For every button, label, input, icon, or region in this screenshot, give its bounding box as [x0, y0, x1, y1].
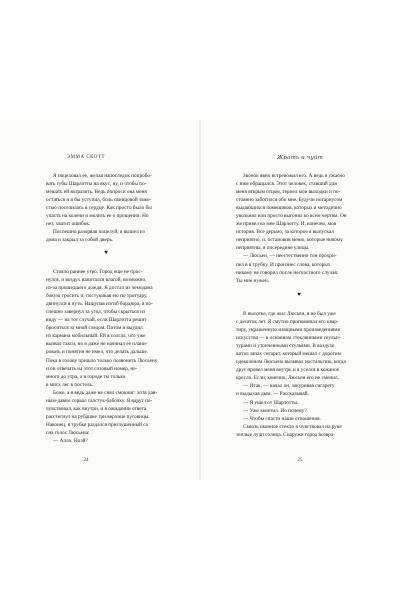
text-line: чувствовал, как внутри, и я ожидании ответа [46, 405, 147, 412]
text-line: расстегнул на рубашке три верхние пуговицы. [46, 413, 150, 420]
book-spread [0, 120, 400, 480]
text-line: ным-давно сорвал галстук-бабочку. Я вдруг по- [46, 397, 153, 404]
section-break-ornament [236, 290, 362, 300]
text-line: и он отвечать на этот сотовый номер, не- [46, 365, 138, 372]
text-line: меня вторым отцом, терпел мои выходки и по- [236, 189, 341, 196]
text-line: бокую тросить и, постукивая ею по тротуару, [46, 293, 148, 300]
page-number: 25 [297, 458, 303, 463]
text-line: стоянно заботился обо мне. Будучи нотариусом [236, 197, 343, 204]
text-line: виду — на тот случай, если Шарлотта решит [46, 317, 147, 324]
text-line: Поспешно разорвав поцелуй, я вышел из [53, 229, 145, 236]
text-block [46, 172, 166, 244]
text-line: история. Все дерьмо, за которое я выпускал [236, 229, 334, 236]
text-line: с ним обращался. Этот человек, ставший для [236, 181, 337, 188]
text-line: неприятно, и, остановив меню, которые никому [236, 237, 343, 244]
section-break-ornament [46, 248, 166, 258]
text-line: Пока в голову пришло только позвонить Люсьену [46, 357, 158, 364]
heart-ornament-icon: ♥ [297, 292, 301, 298]
text-line: вызвал такси, но я даже не начинал ее плани- [46, 341, 148, 348]
text-line: нет, хватит ошибок. [46, 221, 91, 228]
text-line: упасть на колени и молить ее о прощении. Но [46, 213, 149, 220]
text-line: В высотке, где жил Люсьен, я не был уже [243, 311, 336, 317]
text-line: дома и закрыл за собой дверь. [46, 237, 114, 244]
text-block [236, 172, 362, 285]
running-head: ЭММА СКОТТ [67, 155, 105, 160]
text-line: стью поселилась в сердце. Как просто было бы [46, 205, 152, 212]
text-line: — Я ушел от Шарлотты. [243, 399, 299, 406]
text-line: кресло. Если, конечно, Люсьен его не сменил. [236, 375, 339, 382]
text-line: Стояло раннее утро. Город еще не прос- [53, 269, 143, 275]
text-line: в мисх лег в постель. [46, 381, 94, 388]
text-line: броситься за мной следом. Потом я выудил [46, 325, 143, 332]
text-line: спешно завернул за угол, чтобы скрыться из [46, 309, 146, 316]
text-block [46, 268, 166, 445]
text-line: — Итак, — начал он, закуривая сигарету [243, 383, 335, 390]
text-line: — Алло, Ноэй? [53, 437, 88, 444]
text-line: ровать и понятия не имел, что делать дальше. [46, 349, 148, 356]
text-line: же привел ко мне Шарлотту. И, конечно, моя [236, 221, 337, 228]
text-line: — Чтобы спасти наши отношения. [243, 415, 321, 422]
text-line: с десяток лет. Я смутно припоминал его квар- [236, 319, 339, 326]
text-line: никому не говорил после несчастного случая: [236, 269, 339, 276]
text-line: пел в в трубку. И произнес слова, которых [236, 261, 331, 268]
text-line: сна голос Люсьена: [46, 429, 90, 436]
text-line: одеколоном Люсьена вызывал ностальгию, когда [236, 359, 346, 366]
text-line: Сквозь оконное стекло я чувствовал на руке [243, 423, 342, 430]
text-line: Я поцеловал ее, желая напоследок попробо- [53, 173, 152, 179]
text-line: — Уже заметил. Но почему? [243, 407, 307, 414]
running-head: Жрать и чуйт [277, 155, 323, 161]
text-line: мешать ей возразить. Ведь попроси она меня [46, 189, 147, 196]
text-line: и выдыхая дым. — Рассказывай. [236, 391, 309, 398]
text-line: турами и утонченными стульями. В воздухе [236, 343, 335, 350]
heart-ornament-icon: ♥ [104, 250, 108, 256]
text-line: — Люсьен, — неестественно тон прохри- [243, 253, 337, 260]
text-line: из-за прошедшего дождя. Я достал из чемодана [46, 285, 153, 292]
text-line: увольнял или просто выгонял ко всем чертям. Он [236, 213, 347, 220]
text-line: вать губы Шарлотты на вкус, ну, и чтобы по- [46, 181, 147, 188]
text-line: много до утра, а в городе ты только [46, 373, 126, 380]
text-line: неприятны, я посередине улицы. [236, 245, 310, 252]
text-line: друг провел меня внутрь и я уселся в кожаное [236, 367, 340, 374]
right-page [200, 120, 400, 480]
text-line: выдающихся помещиков, которых я методично [236, 205, 342, 212]
text-line: двинулся в путь. Нащупав изгиб бордюра, я по- [46, 301, 153, 308]
text-line: искусства — в основном стеклянными скульп- [236, 335, 341, 342]
text-line: остаться и я бы уступил, боль свинцовой тяже- [46, 197, 152, 204]
text-line: Ты мне нужен. [236, 277, 269, 284]
text-line: Звонок явно встревожил его. А ведь я ужасно [243, 173, 345, 179]
text-line: тиру, украшенную изящными произведениями [236, 327, 341, 334]
page-number: 24 [83, 458, 89, 463]
text-line: нулся, и воздух напитался влагой, возможно, [46, 277, 147, 284]
text-line: витал запах сигарет, который мешал с дорогим [236, 351, 341, 358]
text-line: теплые лучи солнца. Снаружи город возвра- [236, 431, 335, 438]
left-page [0, 120, 200, 480]
text-line: из кармана мобильный. Ей я солгал, что уже [46, 333, 146, 340]
text-line: Наконец, в трубке раздался приглушенный со [46, 421, 149, 428]
text-block [236, 310, 362, 439]
text-line: Боже, а я ведь даже не снял смокинг: хотя дав- [53, 389, 158, 396]
